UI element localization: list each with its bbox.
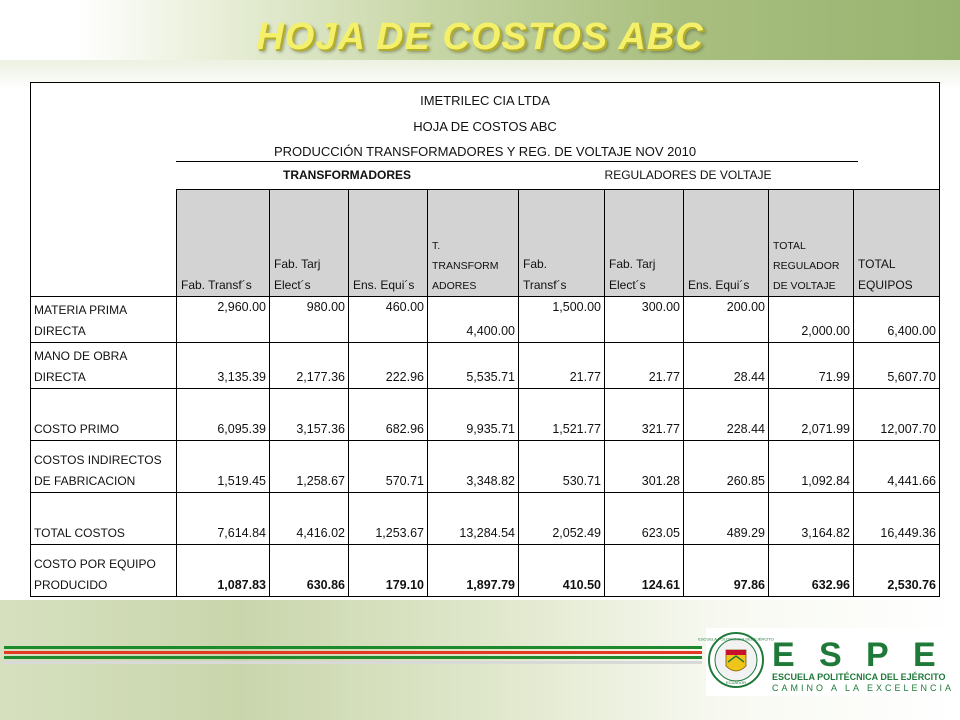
company-name: IMETRILEC CIA LTDA xyxy=(420,93,550,108)
row-label xyxy=(31,545,177,597)
table-cell: 530.71 xyxy=(519,441,605,493)
table-cell: 1,519.45 xyxy=(177,441,270,493)
table-cell: 489.29 xyxy=(684,493,769,545)
table-cell: 1,897.79 xyxy=(428,545,519,597)
table-cell: 222.96 xyxy=(349,343,428,389)
column-header-line: DE VOLTAJE xyxy=(773,280,836,292)
footer-stripe-green-top xyxy=(4,646,702,649)
table-row xyxy=(31,493,940,545)
table-cell: 3,164.82 xyxy=(769,493,854,545)
espe-logo xyxy=(698,628,956,696)
column-header xyxy=(854,190,940,297)
column-header-line: Ens. Equi´s xyxy=(353,278,415,292)
column-header-line: TOTAL xyxy=(773,240,806,252)
column-header-line: TRANSFORM xyxy=(432,260,499,272)
header-blank-cell xyxy=(31,190,177,297)
table-cell: 5,535.71 xyxy=(428,343,519,389)
table-cell: 6,095.39 xyxy=(177,389,270,441)
footer-stripe-green-bottom xyxy=(4,656,702,659)
table-cell: 1,500.00 xyxy=(519,297,605,343)
table-cell: 3,135.39 xyxy=(177,343,270,389)
table-cell: 630.86 xyxy=(270,545,349,597)
table-cell: 410.50 xyxy=(519,545,605,597)
row-label-line: DE FABRICACION xyxy=(34,474,136,488)
column-header xyxy=(270,190,349,297)
column-header xyxy=(428,190,519,297)
table-cell: 2,000.00 xyxy=(769,297,854,343)
seal-bottom-text: ECUADOR xyxy=(725,680,747,685)
logo-letter-e2: E xyxy=(913,636,936,674)
column-header-line: ADORES xyxy=(432,280,477,292)
logo-letter-s: S xyxy=(819,636,842,674)
table-cell: 1,521.77 xyxy=(519,389,605,441)
table-cell: 2,052.49 xyxy=(519,493,605,545)
column-header xyxy=(605,190,684,297)
table-cell: 321.77 xyxy=(605,389,684,441)
column-header-line: Transf´s xyxy=(523,278,567,292)
column-header-line: Fab. Tarj xyxy=(274,257,321,271)
row-label-line: DIRECTA xyxy=(34,324,86,338)
column-header xyxy=(349,190,428,297)
table-cell: 980.00 xyxy=(270,297,349,343)
row-label xyxy=(31,343,177,389)
row-label-line: MATERIA PRIMA xyxy=(34,303,128,317)
sheet-subtitle: HOJA DE COSTOS ABC xyxy=(413,119,557,134)
table-cell: 12,007.70 xyxy=(854,389,940,441)
column-header-line: Ens. Equi´s xyxy=(688,278,750,292)
row-label-line: COSTOS INDIRECTOS xyxy=(34,453,162,467)
table-cell: 2,530.76 xyxy=(854,545,940,597)
table-cell: 21.77 xyxy=(519,343,605,389)
table-cell: 124.61 xyxy=(605,545,684,597)
table-row xyxy=(31,441,940,493)
table-cell: 1,092.84 xyxy=(769,441,854,493)
row-label-line: COSTO PRIMO xyxy=(34,422,120,436)
table-cell: 301.28 xyxy=(605,441,684,493)
column-header-line: Fab. Tarj xyxy=(609,257,656,271)
table-cell: 3,157.36 xyxy=(270,389,349,441)
table-cell: 4,416.02 xyxy=(270,493,349,545)
column-header-line: Elect´s xyxy=(274,278,311,292)
column-header-line: T. xyxy=(432,240,441,252)
row-label-line: DIRECTA xyxy=(34,370,86,384)
row-label-line: PRODUCIDO xyxy=(34,578,108,592)
table-cell: 632.96 xyxy=(769,545,854,597)
logo-line1: ESCUELA POLITÉCNICA DEL EJÉRCITO xyxy=(772,672,946,682)
logo-letter-e1: E xyxy=(772,636,795,674)
table-cell: 21.77 xyxy=(605,343,684,389)
column-header-line: EQUIPOS xyxy=(858,278,913,292)
table-cell: 16,449.36 xyxy=(854,493,940,545)
table-cell: 97.86 xyxy=(684,545,769,597)
table-cell: 6,400.00 xyxy=(854,297,940,343)
column-header-line: Fab. Transf´s xyxy=(181,278,252,292)
table-row xyxy=(31,297,940,343)
column-header xyxy=(177,190,270,297)
table-cell: 1,253.67 xyxy=(349,493,428,545)
cost-table xyxy=(30,189,940,597)
table-cell: 7,614.84 xyxy=(177,493,270,545)
row-label xyxy=(31,297,177,343)
table-cell: 1,087.83 xyxy=(177,545,270,597)
sheet-top-border xyxy=(30,82,940,83)
footer-stripe-red xyxy=(4,651,702,654)
footer-stripe-gray xyxy=(4,661,702,664)
slide-title: HOJA DE COSTOS ABC xyxy=(256,16,704,58)
table-cell: 2,071.99 xyxy=(769,389,854,441)
table-cell: 13,284.54 xyxy=(428,493,519,545)
table-cell: 460.00 xyxy=(349,297,428,343)
table-cell: 2,960.00 xyxy=(177,297,270,343)
row-label-line: COSTO POR EQUIPO xyxy=(34,557,156,571)
table-cell: 1,258.67 xyxy=(270,441,349,493)
table-cell: 28.44 xyxy=(684,343,769,389)
group-transformadores: TRANSFORMADORES xyxy=(283,168,411,182)
seal-ring-text: ESCUELA POLITÉCNICA DEL EJÉRCITO xyxy=(698,636,774,642)
table-cell: 623.05 xyxy=(605,493,684,545)
table-row xyxy=(31,545,940,597)
table-row xyxy=(31,343,940,389)
table-cell: 4,441.66 xyxy=(854,441,940,493)
table-cell: 300.00 xyxy=(605,297,684,343)
table-cell: 9,935.71 xyxy=(428,389,519,441)
row-label-line: TOTAL COSTOS xyxy=(34,526,125,540)
table-cell: 682.96 xyxy=(349,389,428,441)
row-label-line: MANO DE OBRA xyxy=(34,349,128,363)
row-label xyxy=(31,389,177,441)
production-caption: PRODUCCIÓN TRANSFORMADORES Y REG. DE VOLTAJE NOV 2010 xyxy=(273,144,697,159)
table-cell: 71.99 xyxy=(769,343,854,389)
logo-line2: CAMINO A LA EXCELENCIA xyxy=(772,683,955,693)
column-header xyxy=(684,190,769,297)
table-cell: 570.71 xyxy=(349,441,428,493)
column-header xyxy=(519,190,605,297)
column-header-line: Elect´s xyxy=(609,278,646,292)
row-label xyxy=(31,441,177,493)
table-cell: 5,607.70 xyxy=(854,343,940,389)
column-header-line: TOTAL xyxy=(858,257,896,271)
column-header-line: REGULADOR xyxy=(773,260,840,272)
table-cell: 260.85 xyxy=(684,441,769,493)
table-cell: 4,400.00 xyxy=(428,297,519,343)
table-cell: 228.44 xyxy=(684,389,769,441)
table-cell: 3,348.82 xyxy=(428,441,519,493)
table-cell: 2,177.36 xyxy=(270,343,349,389)
table-cell: 200.00 xyxy=(684,297,769,343)
column-header xyxy=(769,190,854,297)
group-reguladores: REGULADORES DE VOLTAJE xyxy=(604,168,772,182)
table-row xyxy=(31,389,940,441)
logo-letter-p: P xyxy=(866,636,889,674)
column-header-line: Fab. xyxy=(523,257,548,271)
table-cell: 179.10 xyxy=(349,545,428,597)
row-label xyxy=(31,493,177,545)
